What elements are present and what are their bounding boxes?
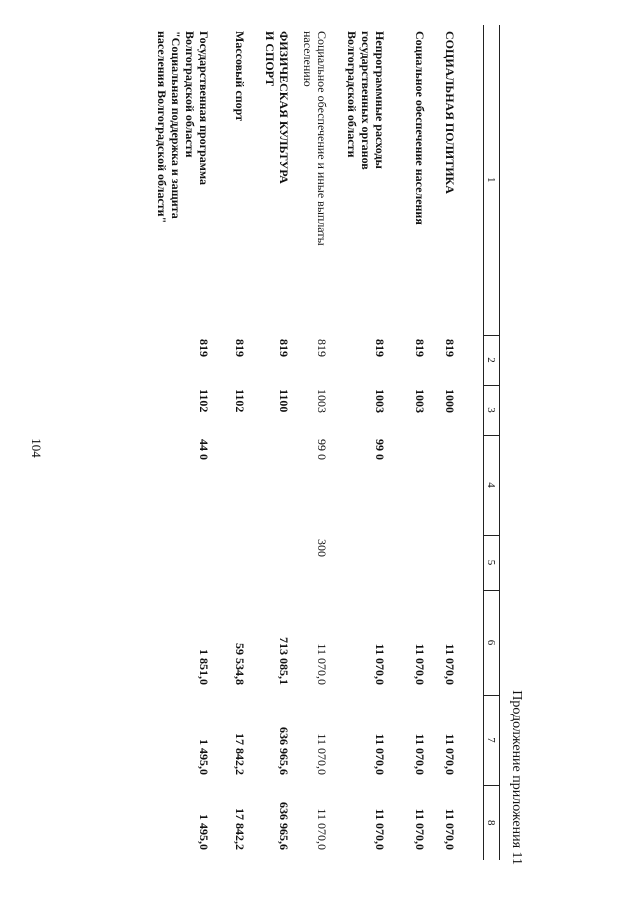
cell-amount-1: 11 070,0 [315,643,329,685]
column-header: 3 [484,385,500,435]
column-header: 5 [484,535,500,590]
table-row [211,25,247,860]
cell-section: 1003 [373,389,387,413]
cell-section: 1102 [197,389,211,413]
row-name: Социальное обеспечение и иные выплаты населению [301,31,329,246]
table-row [247,25,291,860]
cell-section: 1102 [233,389,247,413]
cell-ministry: 819 [315,339,329,357]
row-name: ФИЗИЧЕСКАЯ КУЛЬТУРА И СПОРТ [263,31,291,184]
cell-target [387,435,427,535]
cell-amount-1: 11 070,0 [443,643,457,685]
column-header: 6 [484,590,500,695]
cell-amount-1: 1 851,0 [197,649,211,685]
cell-amount-3: 1 495,0 [197,814,211,850]
table-header [484,25,500,860]
cell-expense-type [147,535,211,590]
cell-target: 99 0 [315,439,329,460]
cell-expense-type [329,535,387,590]
cell-expense-type [211,535,247,590]
table-row [427,25,484,860]
cell-ministry: 819 [233,339,247,357]
cell-amount-1: 59 534,8 [233,643,247,685]
cell-amount-2: 636 965,6 [277,727,291,775]
row-name: СОЦИАЛЬНАЯ ПОЛИТИКА [443,31,457,194]
cell-amount-2: 11 070,0 [373,733,387,775]
table-row [387,25,427,860]
cell-target [211,435,247,535]
row-name: Массовый спорт [233,31,247,122]
cell-section: 1000 [443,389,457,413]
cell-ministry: 819 [413,339,427,357]
cell-amount-3: 11 070,0 [413,808,427,850]
table-row [329,25,387,860]
column-header: 7 [484,695,500,785]
page-number: 104 [29,438,44,458]
cell-section: 1100 [277,389,291,413]
cell-amount-3: 17 842,2 [233,808,247,850]
cell-amount-2: 11 070,0 [443,733,457,775]
cell-amount-3: 636 965,6 [277,802,291,850]
row-name: Непрограммные расходы государственных органов Волгоградской области [345,31,387,170]
cell-amount-2: 11 070,0 [413,733,427,775]
column-header: 2 [484,335,500,385]
row-name: Государственная программа Волгоградской области "Социальная поддержка и защита населения Волгоградской области" [155,31,211,224]
table-row [291,25,329,860]
cell-expense-type: 300 [315,539,329,557]
cell-amount-2: 11 070,0 [315,733,329,775]
cell-ministry: 819 [443,339,457,357]
cell-amount-2: 17 842,2 [233,733,247,775]
cell-target [427,435,484,535]
cell-amount-1: 11 070,0 [413,643,427,685]
continuation-caption: Продолжение приложения 11 [509,690,524,865]
cell-section: 1003 [413,389,427,413]
cell-target [247,435,291,535]
cell-amount-1: 713 085,1 [277,637,291,685]
cell-ministry: 819 [373,339,387,357]
column-header: 4 [484,435,500,535]
cell-section: 1003 [315,389,329,413]
cell-amount-3: 11 070,0 [315,808,329,850]
cell-expense-type [247,535,291,590]
table-row [147,25,211,860]
column-header: 8 [484,785,500,860]
rotated-table-sheet [60,25,530,880]
column-header: 1 [484,25,500,335]
cell-expense-type [387,535,427,590]
budget-table [147,25,500,860]
cell-expense-type [427,535,484,590]
cell-ministry: 819 [277,339,291,357]
cell-amount-1: 11 070,0 [373,643,387,685]
cell-amount-3: 11 070,0 [443,808,457,850]
row-name: Социальное обеспечение населения [413,31,427,225]
cell-target: 44 0 [197,439,211,460]
cell-amount-3: 11 070,0 [373,808,387,850]
cell-ministry: 819 [197,339,211,357]
cell-target: 99 0 [373,439,387,460]
cell-amount-2: 1 495,0 [197,739,211,775]
